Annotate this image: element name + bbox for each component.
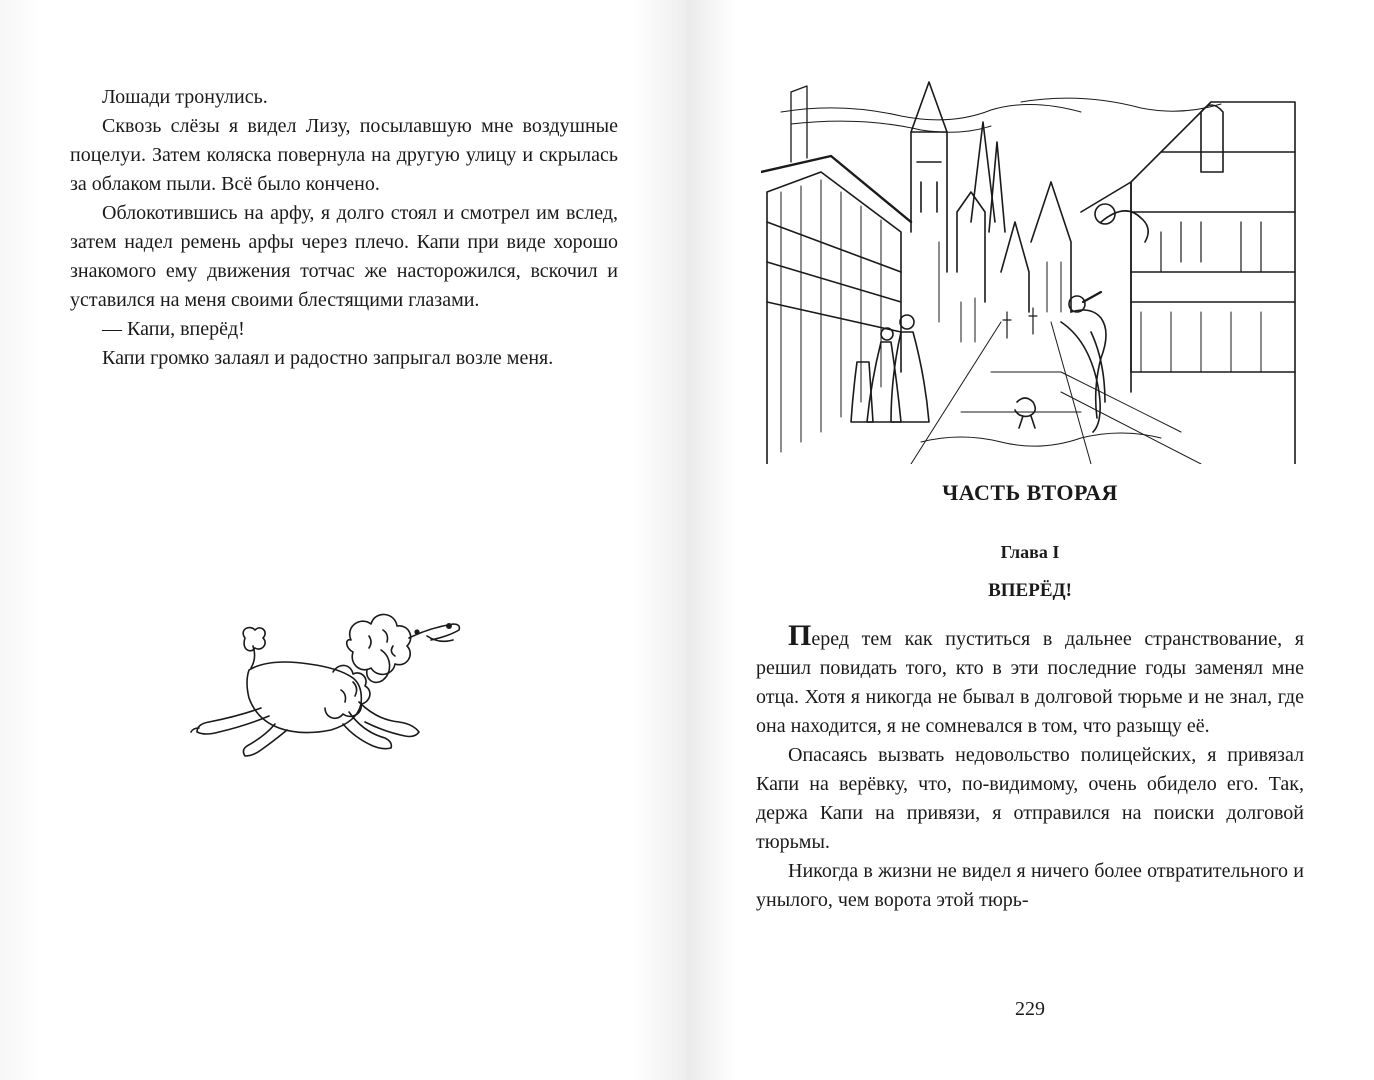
- page-number: 229: [1015, 998, 1045, 1020]
- paragraph: Лошади тронулись.: [102, 86, 268, 108]
- paragraph: Сквозь слёзы я видел Лизу, посылавшую мне воздушные поцелуи. Затем коляска повернула на другую улицу и скрылась за облаком пыли. Всё было кончено.: [70, 115, 618, 195]
- paragraph-first: [756, 621, 1304, 741]
- paragraph: Никогда в жизни не видел я ничего более отвратительного и унылого, чем ворота этой тюрь-: [756, 860, 1304, 911]
- right-page: [687, 0, 1374, 1080]
- paragraph: Капи громко залаял и радостно запрыгал возле меня.: [102, 347, 554, 369]
- dropcap-letter: П: [788, 619, 812, 652]
- chapter-title: ВПЕРЁД!: [988, 580, 1072, 601]
- street-scene-illustration: [761, 72, 1301, 464]
- right-page-text: [756, 621, 1304, 915]
- left-page-text: [70, 83, 618, 373]
- poodle-illustration: [183, 600, 493, 770]
- paragraph: Облокотившись на арфу, я долго стоял и смотрел им вслед, затем надел ремень арфы через плечо. Капи при виде хорошо знакомого ему движения тотчас же насторожился, вскочил и уставился на меня своими блестящими глазами.: [70, 202, 618, 311]
- chapter-label: Глава I: [1000, 542, 1060, 562]
- part-title: ЧАСТЬ ВТОРАЯ: [942, 480, 1118, 505]
- paragraph-first-rest: еред тем как пуститься в дальнее странствование, я решил повидать того, кто в эти последние годы заменял мне отца. Хотя я никогда не бывал в долговой тюрьме и не знал, где она находится, я не сомневался в том, что разыщу её.: [756, 628, 1304, 737]
- paragraph: Опасаясь вызвать недовольство полицейских, я привязал Капи на верёвку, что, по-видимому, очень обидело его. Так, держа Капи на привязи, я отправился на поиски долговой тюрьмы.: [756, 744, 1304, 853]
- paragraph: — Капи, вперёд!: [102, 318, 245, 340]
